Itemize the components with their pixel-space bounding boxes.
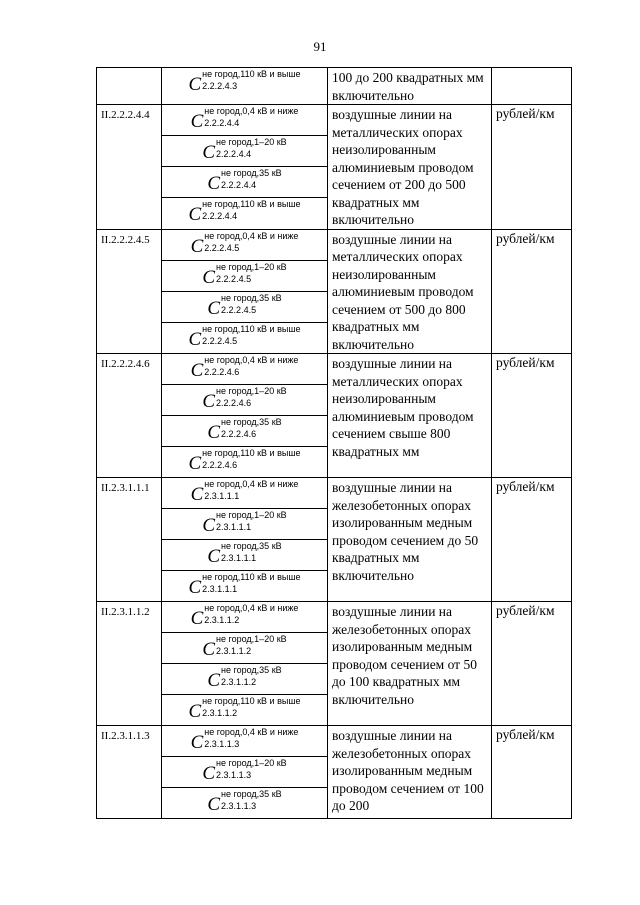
symbol-superscript: не город,35 кВ <box>221 789 282 799</box>
row-code: II.2.3.1.1.3 <box>97 726 162 819</box>
symbol-letter: C <box>202 639 216 660</box>
rate-symbol <box>162 757 328 788</box>
symbol-subscript: 2.3.1.1.3 <box>204 739 240 749</box>
rate-symbol <box>162 788 328 819</box>
symbol-letter: C <box>202 142 216 164</box>
symbol-subscript: 2.2.2.4.5 <box>216 273 252 284</box>
rate-symbol <box>162 68 328 105</box>
table-row <box>97 68 572 105</box>
rate-symbol <box>162 385 328 416</box>
symbol-superscript: не город,110 кВ и выше <box>202 323 301 334</box>
symbol-letter: C <box>202 391 216 412</box>
symbol-superscript: не город,0,4 кВ и ниже <box>204 106 299 116</box>
rate-symbol <box>162 416 328 447</box>
symbol-subscript: 2.3.1.1.2 <box>204 615 240 625</box>
symbol-subscript: 2.3.1.1.2 <box>221 677 257 687</box>
row-description: воздушные линии на железобетонных опорах изолированным медным проводом сечением от 100 до 200 <box>328 726 492 819</box>
symbol-subscript: 2.2.2.4.4 <box>221 180 257 191</box>
row-code <box>97 68 162 105</box>
symbol-superscript: не город,0,4 кВ и ниже <box>204 230 299 241</box>
row-unit: рублей/км <box>492 354 572 478</box>
symbol-subscript: 2.3.1.1.1 <box>204 491 240 501</box>
table-row <box>97 229 572 260</box>
rate-symbol <box>162 447 328 478</box>
symbol-subscript: 2.2.2.4.6 <box>216 398 252 408</box>
row-description: воздушные линии на металлических опорах неизолированным алюминиевым проводом сечением от 500 до 800 квадратных мм включительно <box>328 229 492 354</box>
rate-symbol <box>162 322 328 353</box>
row-description: воздушные линии на железобетонных опорах изолированным медным проводом сечением от 50 до 100 квадратных мм включительно <box>328 602 492 726</box>
symbol-superscript: не город,110 кВ и выше <box>202 199 301 210</box>
rate-symbol <box>162 167 328 198</box>
symbol-superscript: не город,1–20 кВ <box>216 137 287 148</box>
row-unit: рублей/км <box>492 602 572 726</box>
row-unit: рублей/км <box>492 229 572 354</box>
row-code: II.2.2.2.4.4 <box>97 105 162 230</box>
symbol-superscript: не город,0,4 кВ и ниже <box>204 603 299 613</box>
rate-symbol <box>162 260 328 291</box>
symbol-letter: C <box>207 546 221 567</box>
symbol-letter: C <box>202 515 216 536</box>
table-row <box>97 478 572 509</box>
page-number: 91 <box>313 39 327 54</box>
symbol-subscript: 2.2.2.4.6 <box>204 367 240 377</box>
symbol-subscript: 2.2.2.4.3 <box>202 81 238 91</box>
symbol-superscript: не город,35 кВ <box>221 417 282 427</box>
symbol-letter: C <box>190 235 204 257</box>
row-description: 100 до 200 квадратных мм включительно <box>328 68 492 105</box>
symbol-letter: C <box>207 173 221 195</box>
symbol-superscript: не город,1–20 кВ <box>216 386 287 396</box>
symbol-superscript: не город,0,4 кВ и ниже <box>204 355 299 365</box>
symbol-subscript: 2.2.2.4.6 <box>202 460 238 470</box>
symbol-subscript: 2.2.2.4.5 <box>204 242 240 253</box>
row-description: воздушные линии на железобетонных опорах изолированным медным проводом сечением до 50 квадратных мм включительно <box>328 478 492 602</box>
rate-symbol <box>162 136 328 167</box>
symbol-letter: C <box>190 732 204 753</box>
rate-symbol <box>162 478 328 509</box>
symbol-subscript: 2.2.2.4.5 <box>202 335 238 346</box>
symbol-superscript: не город,1–20 кВ <box>216 510 287 520</box>
symbol-subscript: 2.2.2.4.4 <box>204 118 240 128</box>
row-code: II.2.2.2.4.5 <box>97 229 162 354</box>
symbol-superscript: не город,110 кВ и выше <box>202 572 301 582</box>
symbol-subscript: 2.3.1.1.3 <box>221 801 257 811</box>
symbol-letter: C <box>188 701 202 722</box>
symbol-letter: C <box>188 577 202 598</box>
rate-symbol <box>162 509 328 540</box>
symbol-subscript: 2.3.1.1.1 <box>216 522 252 532</box>
tariff-table-body <box>97 68 572 819</box>
symbol-superscript: не город,110 кВ и выше <box>202 69 301 79</box>
symbol-letter: C <box>207 422 221 443</box>
symbol-subscript: 2.3.1.1.2 <box>216 646 252 656</box>
symbol-letter: C <box>207 297 221 319</box>
symbol-superscript: не город,110 кВ и выше <box>202 448 301 458</box>
table-row <box>97 105 572 136</box>
table-row <box>97 354 572 385</box>
symbol-letter: C <box>188 453 202 474</box>
table-row <box>97 726 572 757</box>
row-code: II.2.3.1.1.2 <box>97 602 162 726</box>
rate-symbol <box>162 229 328 260</box>
row-unit: рублей/км <box>492 478 572 602</box>
symbol-superscript: не город,110 кВ и выше <box>202 696 301 706</box>
rate-symbol <box>162 571 328 602</box>
rate-symbol <box>162 105 328 136</box>
rate-symbol <box>162 354 328 385</box>
symbol-letter: C <box>190 608 204 629</box>
tariff-table <box>96 67 572 819</box>
symbol-superscript: не город,35 кВ <box>221 665 282 675</box>
symbol-superscript: не город,1–20 кВ <box>216 261 287 272</box>
rate-symbol <box>162 664 328 695</box>
rate-symbol <box>162 633 328 664</box>
symbol-subscript: 2.2.2.4.6 <box>221 429 257 439</box>
rate-symbol <box>162 291 328 322</box>
symbol-subscript: 2.3.1.1.3 <box>216 770 252 780</box>
rate-symbol <box>162 198 328 229</box>
symbol-superscript: не город,35 кВ <box>221 168 282 179</box>
symbol-letter: C <box>188 204 202 226</box>
symbol-letter: C <box>190 360 204 381</box>
row-unit <box>492 68 572 105</box>
row-code: II.2.2.2.4.6 <box>97 354 162 478</box>
row-unit: рублей/км <box>492 726 572 819</box>
rate-symbol <box>162 726 328 757</box>
symbol-letter: C <box>202 763 216 784</box>
row-description: воздушные линии на металлических опорах неизолированным алюминиевым проводом сечением от 200 до 500 квадратных мм включительно <box>328 105 492 230</box>
symbol-letter: C <box>202 266 216 288</box>
symbol-superscript: не город,0,4 кВ и ниже <box>204 479 299 489</box>
row-description: воздушные линии на металлических опорах неизолированным алюминиевым проводом сечением свыше 800 квадратных мм <box>328 354 492 478</box>
symbol-letter: C <box>188 74 202 95</box>
symbol-superscript: не город,0,4 кВ и ниже <box>204 727 299 737</box>
symbol-letter: C <box>207 794 221 815</box>
table-row <box>97 602 572 633</box>
rate-symbol <box>162 602 328 633</box>
symbol-letter: C <box>190 484 204 505</box>
row-code: II.2.3.1.1.1 <box>97 478 162 602</box>
symbol-superscript: не город,35 кВ <box>221 541 282 551</box>
symbol-subscript: 2.3.1.1.2 <box>202 708 238 718</box>
row-unit: рублей/км <box>492 105 572 230</box>
symbol-superscript: не город,35 кВ <box>221 292 282 303</box>
symbol-letter: C <box>207 670 221 691</box>
symbol-subscript: 2.2.2.4.5 <box>221 304 257 315</box>
rate-symbol <box>162 695 328 726</box>
symbol-letter: C <box>190 111 204 132</box>
symbol-subscript: 2.2.2.4.4 <box>202 211 238 222</box>
symbol-letter: C <box>188 328 202 350</box>
symbol-subscript: 2.3.1.1.1 <box>221 553 257 563</box>
symbol-subscript: 2.3.1.1.1 <box>202 584 238 594</box>
symbol-superscript: не город,1–20 кВ <box>216 758 287 768</box>
symbol-superscript: не город,1–20 кВ <box>216 634 287 644</box>
rate-symbol <box>162 540 328 571</box>
symbol-subscript: 2.2.2.4.4 <box>216 149 252 160</box>
